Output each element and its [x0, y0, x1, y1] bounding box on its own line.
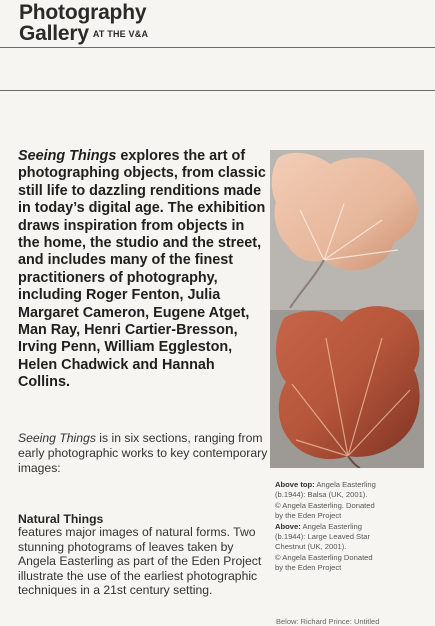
divider-top	[0, 47, 435, 48]
caption-bottom-line-1	[275, 522, 425, 532]
natural-things-body: features major images of natural forms. Two stunning photograms of leaves taken by Angela Easterling as part of the Eden Project illustrate the use of the earliest photographic techniques in a 21st century setting.	[18, 525, 262, 598]
caption-top-line-4: by the Eden Project	[275, 511, 342, 521]
caption-bottom-line-5: by the Eden Project	[275, 563, 342, 573]
caption-bottom-artist: Angela Easterling	[300, 521, 362, 531]
caption-bottom-line-2: (b.1944): Large Leaved Star	[275, 532, 370, 542]
caption-bottom-line-3: Chestnut (UK, 2001).	[275, 542, 347, 552]
title-gallery: Gallery	[19, 22, 89, 45]
leaf-photograms-svg	[270, 150, 424, 468]
divider-bottom	[0, 90, 435, 91]
caption-bottom-line-4: © Angela Easterling Donated	[275, 552, 373, 562]
intro-text: explores the art of photographing objects, from classic still life to dazzling renditions made in today’s digital age. The exhibition draws inspiration from objects in the home, the studio and the street, and includes many of the finest practitioners of photography, including Roger Fenton, Julia Margaret Cameron, Eugene Atget, Man Ray, Henri Cartier-Bresson, Irving Penn, William Eggleston, Helen Chadwick and Hannah Collins.	[18, 148, 266, 391]
intro-italic-title: Seeing Things	[18, 148, 117, 164]
caption-top-label: Above top:	[275, 480, 315, 489]
sections-text: is in six sections, ranging from early photographic works to key contemporary images:	[18, 431, 268, 475]
natural-things-heading: Natural Things	[18, 512, 104, 526]
photo-caption	[275, 480, 425, 574]
leaf-photograms	[270, 150, 424, 468]
caption-top-line-1	[275, 480, 425, 490]
page-title	[19, 2, 148, 45]
sections-paragraph	[18, 431, 270, 476]
chestnut-leaf	[276, 306, 420, 459]
caption-top-line-2: (b.1944): Balsa (UK, 2001).	[275, 490, 368, 500]
title-line-1: Photography	[19, 1, 147, 24]
intro-paragraph	[18, 148, 268, 392]
caption-top-artist: Angela Easterling	[314, 480, 376, 489]
caption-top-line-3: © Angela Easterling. Donated	[275, 500, 375, 510]
title-subtitle: AT THE V&A	[92, 29, 149, 39]
footer-cut-caption: Below: Richard Prince: Untitled	[276, 617, 380, 626]
caption-bottom-label: Above:	[275, 521, 301, 531]
title-line-2	[19, 23, 148, 45]
sections-italic-title: Seeing Things	[18, 431, 96, 445]
